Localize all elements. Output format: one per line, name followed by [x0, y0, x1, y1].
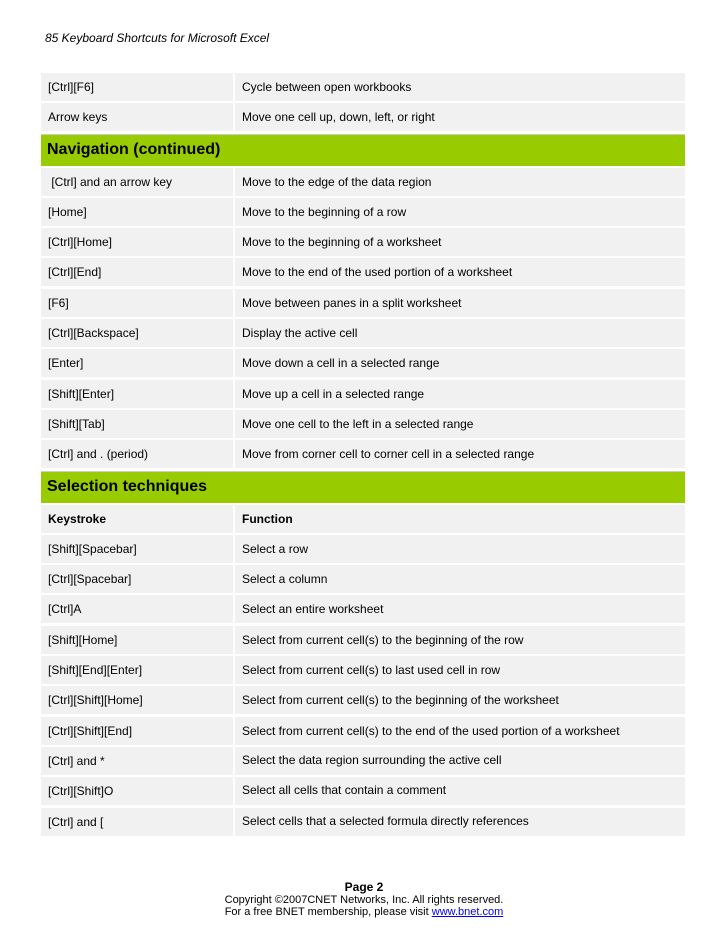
- table-row: [41, 289, 685, 317]
- section-header-selection: Selection techniques: [41, 471, 685, 503]
- page-number: Page 2: [344, 880, 384, 894]
- keystroke-cell: [Ctrl] and an arrow key: [41, 168, 233, 196]
- table-row: [41, 319, 685, 347]
- function-cell: Select from current cell(s) to the beginning of the row: [235, 626, 685, 654]
- function-cell: Select the data region surrounding the active cell: [235, 747, 685, 775]
- table-row: [41, 595, 685, 623]
- keystroke-cell: [Ctrl] and . (period): [41, 440, 233, 468]
- copyright-text: Copyright ©2007CNET Networks, Inc. All rights reserved.: [224, 893, 504, 906]
- keystroke-cell: [Ctrl][Home]: [41, 228, 233, 256]
- table-row: [41, 198, 685, 226]
- table-row: [41, 258, 685, 286]
- keystroke-cell: [F6]: [41, 289, 233, 317]
- keystroke-cell: Arrow keys: [41, 103, 233, 131]
- keystroke-cell: [Home]: [41, 198, 233, 226]
- table-row: [41, 686, 685, 714]
- keystroke-cell: [Enter]: [41, 349, 233, 377]
- membership-line: [0, 906, 728, 919]
- page-footer: [0, 881, 728, 919]
- function-cell: Select from current cell(s) to the beginning of the worksheet: [235, 686, 685, 714]
- table-row: [41, 747, 685, 775]
- keystroke-cell: [Ctrl][Shift][Home]: [41, 686, 233, 714]
- keystroke-cell: [Shift][End][Enter]: [41, 656, 233, 684]
- keystroke-cell: [Ctrl][Shift]O: [41, 777, 233, 805]
- table-row: [41, 103, 685, 131]
- bnet-link[interactable]: www.bnet.com: [431, 906, 504, 918]
- function-cell: Move down a cell in a selected range: [235, 349, 685, 377]
- keystroke-cell: [Ctrl][End]: [41, 258, 233, 286]
- function-cell: Move to the end of the used portion of a worksheet: [235, 258, 685, 286]
- function-cell: Select an entire worksheet: [235, 595, 685, 623]
- section-header-navigation: Navigation (continued): [41, 134, 685, 166]
- function-cell: Move from corner cell to corner cell in a selected range: [235, 440, 685, 468]
- function-cell: Move to the beginning of a worksheet: [235, 228, 685, 256]
- table-row: [41, 440, 685, 468]
- shortcut-table: [41, 73, 685, 838]
- table-row: [41, 73, 685, 101]
- function-cell: Cycle between open workbooks: [235, 73, 685, 101]
- keystroke-cell: [Ctrl][Shift][End]: [41, 717, 233, 745]
- function-cell: Move up a cell in a selected range: [235, 380, 685, 408]
- function-cell: Display the active cell: [235, 319, 685, 347]
- function-cell: Move to the edge of the data region: [235, 168, 685, 196]
- column-header-function: Function: [235, 505, 685, 533]
- keystroke-cell: [Shift][Enter]: [41, 380, 233, 408]
- document-header: 85 Keyboard Shortcuts for Microsoft Excel: [45, 31, 270, 45]
- function-cell: Move to the beginning of a row: [235, 198, 685, 226]
- table-row: [41, 656, 685, 684]
- keystroke-cell: [Shift][Tab]: [41, 410, 233, 438]
- function-cell: Select from current cell(s) to last used cell in row: [235, 656, 685, 684]
- table-row: [41, 626, 685, 654]
- function-cell: Move one cell to the left in a selected range: [235, 410, 685, 438]
- table-row: [41, 717, 685, 745]
- function-cell: Select a row: [235, 535, 685, 563]
- column-header-keystroke: Keystroke: [41, 505, 233, 533]
- table-header-row: [41, 505, 685, 533]
- function-cell: Select all cells that contain a comment: [235, 777, 685, 805]
- table-row: [41, 380, 685, 408]
- keystroke-cell: [Shift][Spacebar]: [41, 535, 233, 563]
- table-row: [41, 777, 685, 805]
- membership-text: For a free BNET membership, please visit: [224, 906, 432, 918]
- keystroke-cell: [Ctrl] and [: [41, 808, 233, 836]
- function-cell: Select a column: [235, 565, 685, 593]
- keystroke-cell: [Ctrl] and *: [41, 747, 233, 775]
- table-row: [41, 228, 685, 256]
- keystroke-cell: [Ctrl]A: [41, 595, 233, 623]
- function-cell: Select from current cell(s) to the end of the used portion of a worksheet: [235, 717, 685, 745]
- keystroke-cell: [Ctrl][F6]: [41, 73, 233, 101]
- table-row: [41, 535, 685, 563]
- keystroke-cell: [Ctrl][Spacebar]: [41, 565, 233, 593]
- keystroke-cell: [Ctrl][Backspace]: [41, 319, 233, 347]
- function-cell: Move between panes in a split worksheet: [235, 289, 685, 317]
- keystroke-cell: [Shift][Home]: [41, 626, 233, 654]
- function-cell: Select cells that a selected formula directly references: [235, 808, 685, 836]
- table-row: [41, 808, 685, 836]
- function-cell: Move one cell up, down, left, or right: [235, 103, 685, 131]
- table-row: [41, 565, 685, 593]
- table-row: [41, 168, 685, 196]
- table-row: [41, 410, 685, 438]
- table-row: [41, 349, 685, 377]
